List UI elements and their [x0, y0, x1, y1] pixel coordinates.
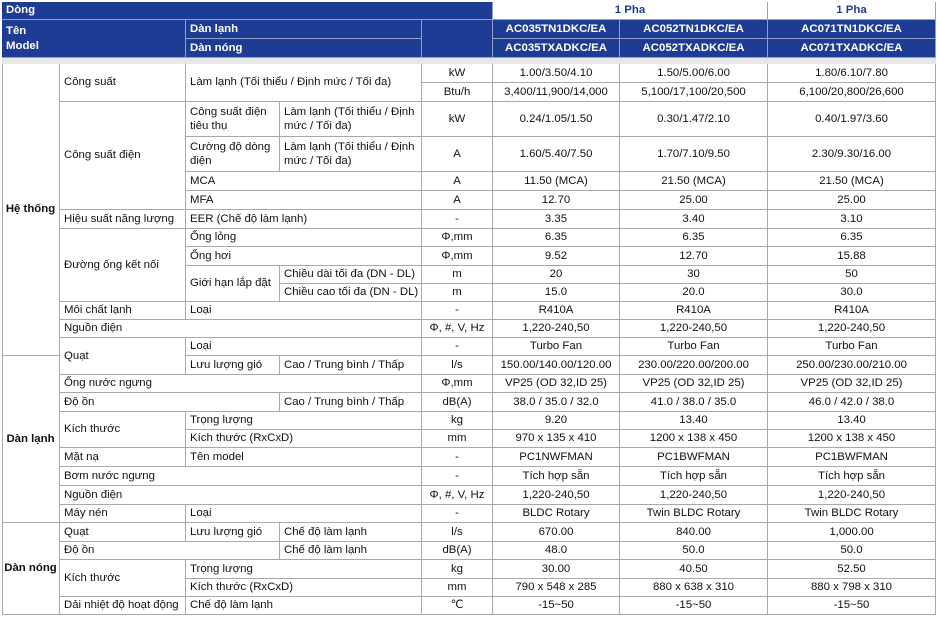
- value-cell: 15.88: [768, 247, 936, 266]
- value-cell: 50.0: [768, 542, 936, 560]
- model-indoor: AC071TN1DKC/EA: [768, 20, 936, 39]
- value-cell: 1.70/7.10/9.50: [620, 137, 768, 172]
- label-dai-nhiet-do: Dải nhiệt độ hoạt động: [60, 597, 186, 615]
- value-cell: 41.0 / 38.0 / 35.0: [620, 393, 768, 412]
- value-cell: R410A: [768, 302, 936, 320]
- section-dan-nong: Dàn nóng: [2, 523, 60, 615]
- label-cong-suat-dien: Công suất điện: [60, 102, 186, 210]
- value-cell: Twin BLDC Rotary: [620, 505, 768, 523]
- unit-cell: -: [422, 467, 493, 486]
- value-cell: 13.40: [768, 412, 936, 430]
- label-trong-luong: Trọng lượng: [186, 412, 422, 430]
- value-cell: 9.52: [493, 247, 620, 266]
- value-cell: 15.0: [493, 284, 620, 302]
- label-lam-lanh-tt: Làm lạnh (Tối thiểu / Định mức / Tối đa): [280, 137, 422, 172]
- unit-cell: kW: [422, 64, 493, 83]
- header-dong: Dòng: [2, 2, 493, 20]
- value-cell: -15~50: [620, 597, 768, 615]
- value-cell: 0.40/1.97/3.60: [768, 102, 936, 137]
- value-cell: 250.00/230.00/210.00: [768, 356, 936, 375]
- label-bom-nuoc-ngung: Bơm nước ngưng: [60, 467, 422, 486]
- label-cao-tb-thap: Cao / Trung bình / Thấp: [280, 393, 422, 412]
- label-mat-na: Mặt nạ: [60, 448, 186, 467]
- value-cell: Tích hợp sẵn: [768, 467, 936, 486]
- label-chieu-dai: Chiều dài tối đa (DN - DL): [280, 266, 422, 284]
- value-cell: 1.00/3.50/4.10: [493, 64, 620, 83]
- value-cell: 1200 x 138 x 450: [620, 430, 768, 448]
- unit-cell: A: [422, 137, 493, 172]
- value-cell: 21.50 (MCA): [768, 172, 936, 191]
- unit-cell: -: [422, 338, 493, 356]
- value-cell: 2.30/9.30/16.00: [768, 137, 936, 172]
- value-cell: 3.35: [493, 210, 620, 229]
- value-cell: 1.80/6.10/7.80: [768, 64, 936, 83]
- label-chieu-cao: Chiều cao tối đa (DN - DL): [280, 284, 422, 302]
- value-cell: Tích hợp sẵn: [620, 467, 768, 486]
- unit-cell: Φ, #, V, Hz: [422, 320, 493, 338]
- value-cell: VP25 (OD 32,ID 25): [620, 375, 768, 393]
- value-cell: 1,220-240,50: [768, 320, 936, 338]
- value-cell: Twin BLDC Rotary: [768, 505, 936, 523]
- value-cell: 1,220-240,50: [620, 320, 768, 338]
- label-ong-long: Ống lỏng: [186, 229, 422, 247]
- label-hieu-suat: Hiệu suất năng lượng: [60, 210, 186, 229]
- value-cell: 30.00: [493, 560, 620, 579]
- model-outdoor: AC052TXADKC/EA: [620, 39, 768, 58]
- section-he-thong: Hệ thống: [2, 64, 60, 356]
- label-kich-thuoc: Kích thước: [60, 412, 186, 448]
- header-ten-model: Tên Model: [2, 20, 186, 58]
- value-cell: VP25 (OD 32,ID 25): [768, 375, 936, 393]
- value-cell: 9.20: [493, 412, 620, 430]
- value-cell: 1,220-240,50: [493, 320, 620, 338]
- unit-cell: Φ,mm: [422, 247, 493, 266]
- unit-cell: ℃: [422, 597, 493, 615]
- value-cell: VP25 (OD 32,ID 25): [493, 375, 620, 393]
- value-cell: 13.40: [620, 412, 768, 430]
- value-cell: 11.50 (MCA): [493, 172, 620, 191]
- header-dan-nong: Dàn nóng: [186, 39, 422, 58]
- value-cell: 3.40: [620, 210, 768, 229]
- unit-cell: m: [422, 284, 493, 302]
- value-cell: 3,400/11,900/14,000: [493, 83, 620, 102]
- value-cell: Turbo Fan: [620, 338, 768, 356]
- label-eer: EER (Chế độ làm lạnh): [186, 210, 422, 229]
- unit-cell: kg: [422, 560, 493, 579]
- value-cell: Turbo Fan: [768, 338, 936, 356]
- value-cell: 12.70: [620, 247, 768, 266]
- value-cell: 840.00: [620, 523, 768, 542]
- value-cell: 30: [620, 266, 768, 284]
- model-outdoor: AC035TXADKC/EA: [493, 39, 620, 58]
- value-cell: 20: [493, 266, 620, 284]
- label-ong-hoi: Ống hơi: [186, 247, 422, 266]
- value-cell: 1.60/5.40/7.50: [493, 137, 620, 172]
- value-cell: 25.00: [768, 191, 936, 210]
- model-indoor: AC052TN1DKC/EA: [620, 20, 768, 39]
- label-kich-thuoc-rxcxd: Kích thước (RxCxD): [186, 579, 422, 597]
- label-luu-luong-gio: Lưu lượng gió: [186, 356, 280, 375]
- unit-cell: m: [422, 266, 493, 284]
- unit-cell: l/s: [422, 356, 493, 375]
- header-phase-1: 1 Pha: [493, 2, 768, 20]
- label-nguon-dien: Nguồn điện: [60, 320, 422, 338]
- value-cell: 5,100/17,100/20,500: [620, 83, 768, 102]
- value-cell: BLDC Rotary: [493, 505, 620, 523]
- label-moi-chat: Môi chất lạnh: [60, 302, 186, 320]
- value-cell: 0.30/1.47/2.10: [620, 102, 768, 137]
- label-quat: Quạt: [60, 523, 186, 542]
- unit-cell: dB(A): [422, 393, 493, 412]
- value-cell: 25.00: [620, 191, 768, 210]
- value-cell: 6.35: [620, 229, 768, 247]
- value-cell: PC1NWFMAN: [493, 448, 620, 467]
- value-cell: 20.0: [620, 284, 768, 302]
- unit-cell: -: [422, 210, 493, 229]
- model-indoor: AC035TN1DKC/EA: [493, 20, 620, 39]
- unit-cell: mm: [422, 579, 493, 597]
- value-cell: 150.00/140.00/120.00: [493, 356, 620, 375]
- label-do-on: Độ ồn: [60, 542, 280, 560]
- value-cell: 40.50: [620, 560, 768, 579]
- value-cell: 46.0 / 42.0 / 38.0: [768, 393, 936, 412]
- label-cuong-do-dong-dien: Cường độ dòng điện: [186, 137, 280, 172]
- value-cell: 1,220-240,50: [620, 486, 768, 505]
- value-cell: 3.10: [768, 210, 936, 229]
- value-cell: -15~50: [768, 597, 936, 615]
- unit-cell: A: [422, 172, 493, 191]
- header-blank: [422, 20, 493, 58]
- value-cell: 0.24/1.05/1.50: [493, 102, 620, 137]
- label-quat: Quạt: [60, 338, 186, 375]
- header-dan-lanh: Dàn lạnh: [186, 20, 422, 39]
- value-cell: 670.00: [493, 523, 620, 542]
- value-cell: Turbo Fan: [493, 338, 620, 356]
- unit-cell: Φ, #, V, Hz: [422, 486, 493, 505]
- label-gioi-han: Giới hạn lắp đặt: [186, 266, 280, 302]
- value-cell: 6,100/20,800/26,600: [768, 83, 936, 102]
- section-dan-lanh: Dàn lạnh: [2, 356, 60, 523]
- unit-cell: Φ,mm: [422, 229, 493, 247]
- value-cell: 6.35: [768, 229, 936, 247]
- label-may-nen: Máy nén: [60, 505, 186, 523]
- value-cell: 880 x 798 x 310: [768, 579, 936, 597]
- label-cs-dien-tieu-thu: Công suất điện tiêu thụ: [186, 102, 280, 137]
- label-cao-tb-thap: Cao / Trung bình / Thấp: [280, 356, 422, 375]
- value-cell: 790 x 548 x 285: [493, 579, 620, 597]
- model-outdoor: AC071TXADKC/EA: [768, 39, 936, 58]
- value-cell: 12.70: [493, 191, 620, 210]
- label-loai: Loại: [186, 338, 422, 356]
- label-lam-lanh-tt: Làm lạnh (Tối thiểu / Định mức / Tối đa): [186, 64, 422, 102]
- value-cell: 1.50/5.00/6.00: [620, 64, 768, 83]
- value-cell: 1,000.00: [768, 523, 936, 542]
- unit-cell: A: [422, 191, 493, 210]
- value-cell: 52.50: [768, 560, 936, 579]
- unit-cell: kg: [422, 412, 493, 430]
- value-cell: 970 x 135 x 410: [493, 430, 620, 448]
- label-kich-thuoc: Kích thước: [60, 560, 186, 597]
- table-left-border: [2, 64, 3, 615]
- label-che-do-lam-lanh: Chế độ làm lạnh: [280, 523, 422, 542]
- value-cell: 1,220-240,50: [768, 486, 936, 505]
- value-cell: 38.0 / 35.0 / 32.0: [493, 393, 620, 412]
- label-ong-nuoc-ngung: Ống nước ngưng: [60, 375, 422, 393]
- value-cell: -15~50: [493, 597, 620, 615]
- value-cell: 1200 x 138 x 450: [768, 430, 936, 448]
- unit-cell: -: [422, 448, 493, 467]
- value-cell: 30.0: [768, 284, 936, 302]
- unit-cell: -: [422, 302, 493, 320]
- value-cell: R410A: [620, 302, 768, 320]
- unit-cell: dB(A): [422, 542, 493, 560]
- unit-cell: -: [422, 505, 493, 523]
- value-cell: 21.50 (MCA): [620, 172, 768, 191]
- label-luu-luong-gio: Lưu lượng gió: [186, 523, 280, 542]
- label-cong-suat: Công suất: [60, 64, 186, 102]
- value-cell: 880 x 638 x 310: [620, 579, 768, 597]
- unit-cell: kW: [422, 102, 493, 137]
- label-trong-luong: Trọng lượng: [186, 560, 422, 579]
- label-do-on: Độ ồn: [60, 393, 280, 412]
- value-cell: 50: [768, 266, 936, 284]
- label-ten-model: Tên model: [186, 448, 422, 467]
- label-kich-thuoc-rxcxd: Kích thước (RxCxD): [186, 430, 422, 448]
- value-cell: Tích hợp sẵn: [493, 467, 620, 486]
- header-phase-2: 1 Pha: [768, 2, 936, 20]
- value-cell: PC1BWFMAN: [620, 448, 768, 467]
- unit-cell: l/s: [422, 523, 493, 542]
- value-cell: 6.35: [493, 229, 620, 247]
- value-cell: PC1BWFMAN: [768, 448, 936, 467]
- unit-cell: Φ,mm: [422, 375, 493, 393]
- unit-cell: Btu/h: [422, 83, 493, 102]
- label-che-do-lam-lanh: Chế độ làm lạnh: [280, 542, 422, 560]
- label-nguon-dien: Nguồn điện: [60, 486, 422, 505]
- label-loai: Loại: [186, 505, 422, 523]
- label-mca: MCA: [186, 172, 422, 191]
- value-cell: R410A: [493, 302, 620, 320]
- value-cell: 50.0: [620, 542, 768, 560]
- unit-cell: mm: [422, 430, 493, 448]
- label-lam-lanh-tt: Làm lạnh (Tối thiểu / Định mức / Tối đa): [280, 102, 422, 137]
- label-loai: Loại: [186, 302, 422, 320]
- value-cell: 48.0: [493, 542, 620, 560]
- label-duong-ong: Đường ống kết nối: [60, 229, 186, 302]
- label-mfa: MFA: [186, 191, 422, 210]
- value-cell: 230.00/220.00/200.00: [620, 356, 768, 375]
- label-che-do-lam-lanh: Chế độ làm lạnh: [186, 597, 422, 615]
- value-cell: 1,220-240,50: [493, 486, 620, 505]
